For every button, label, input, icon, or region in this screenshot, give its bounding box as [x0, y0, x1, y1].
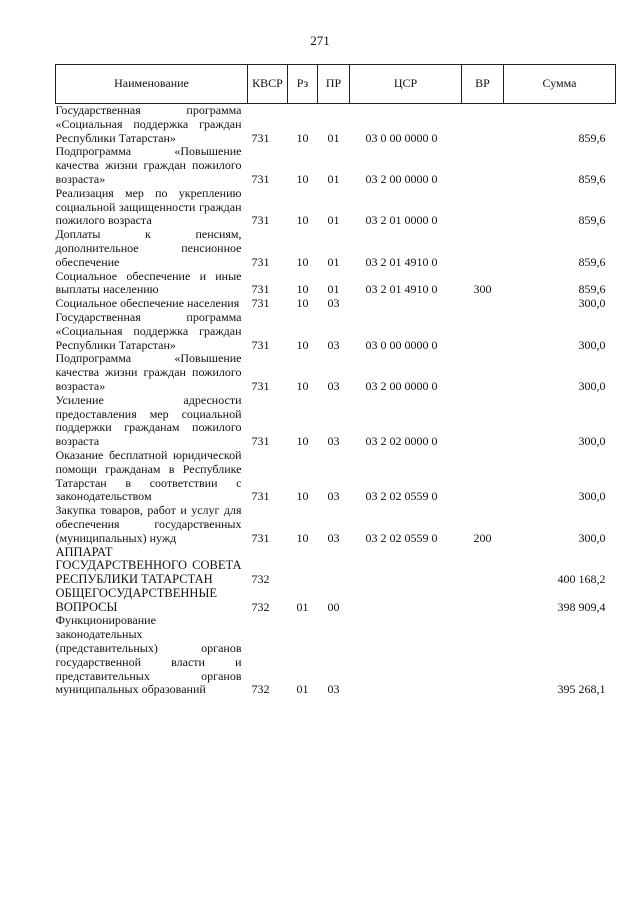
cell-name: Государственная программа «Социальная поддержка граждан Республики Татарстан»	[55, 309, 242, 352]
cell-rz: 01	[296, 599, 309, 614]
cell-csr: 03 2 01 4910 0	[365, 254, 438, 269]
header-rz: Рз	[288, 65, 318, 104]
cell-kvsr: 731	[251, 296, 270, 311]
cell-kvsr: 731	[251, 489, 270, 504]
cell-name: АППАРАТ ГОСУДАРСТВЕННОГО СОВЕТА РЕСПУБЛИКИ ТАТАРСТАН	[55, 544, 242, 587]
cell-pr: 03	[327, 489, 340, 504]
cell-sum: 400 168,2	[557, 572, 606, 587]
cell-csr: 03 2 02 0000 0	[365, 434, 438, 449]
cell-sum: 859,6	[578, 282, 606, 297]
table-row	[56, 546, 616, 587]
cell-sum: 300,0	[578, 434, 606, 449]
header-kvsr: КВСР	[248, 65, 288, 104]
cell-name: Доплаты к пенсиям, дополнительное пенсионное обеспечение	[55, 227, 242, 269]
table-row	[56, 104, 616, 146]
table-row	[56, 311, 616, 352]
cell-rz: 10	[296, 530, 309, 545]
table-row	[56, 352, 616, 393]
cell-name: Функционирование законодательных (представительных) органов государственной власти и представительных органов муниципальных образований	[55, 613, 242, 697]
cell-kvsr: 732	[251, 682, 270, 697]
cell-pr: 03	[327, 378, 340, 393]
cell-rz: 01	[296, 682, 309, 697]
cell-csr	[350, 546, 462, 587]
cell-csr: 03 2 02 0559 0	[365, 530, 438, 545]
cell-pr: 03	[327, 296, 340, 311]
cell-rz: 10	[296, 254, 309, 269]
cell-rz	[288, 546, 318, 587]
cell-kvsr: 731	[251, 337, 270, 352]
cell-vr	[462, 104, 504, 146]
cell-csr: 03 0 00 0000 0	[365, 337, 438, 352]
cell-sum: 859,6	[578, 130, 606, 145]
cell-vr	[462, 297, 504, 311]
cell-vr: 300	[473, 282, 492, 297]
table-row	[56, 449, 616, 504]
cell-csr: 03 2 01 0000 0	[365, 213, 438, 228]
header-name: Наименование	[56, 65, 248, 104]
cell-kvsr: 731	[251, 378, 270, 393]
cell-name: Закупка товаров, работ и услуг для обеспечения государственных (муниципальных) нужд	[55, 503, 242, 545]
cell-csr	[350, 297, 462, 311]
cell-rz: 10	[296, 296, 309, 311]
table-row	[56, 187, 616, 228]
header-csr: ЦСР	[350, 65, 462, 104]
header-sum: Сумма	[504, 65, 616, 104]
cell-name: Социальное обеспечение населения	[55, 296, 240, 311]
cell-sum: 300,0	[578, 489, 606, 504]
cell-kvsr: 731	[251, 213, 270, 228]
header-vr: ВР	[462, 65, 504, 104]
cell-pr: 03	[327, 530, 340, 545]
cell-name: Государственная программа «Социальная поддержка граждан Республики Татарстан»	[55, 103, 242, 145]
cell-vr	[462, 187, 504, 228]
cell-name: Усиление адресности предоставления мер социальной поддержки гражданам пожилого возраста	[55, 392, 242, 449]
cell-sum: 300,0	[578, 296, 606, 311]
cell-sum: 395 268,1	[557, 682, 606, 697]
cell-pr: 03	[327, 682, 340, 697]
cell-sum: 300,0	[578, 337, 606, 352]
cell-sum: 859,6	[578, 254, 606, 269]
cell-kvsr: 732	[251, 599, 270, 614]
table-row	[56, 504, 616, 545]
cell-vr	[462, 587, 504, 615]
cell-rz: 10	[296, 282, 309, 297]
cell-vr	[462, 394, 504, 449]
cell-vr	[462, 352, 504, 393]
cell-name: Оказание бесплатной юридической помощи гражданам в Республике Татарстан в соответствии с законодательством	[55, 447, 242, 504]
cell-kvsr: 732	[251, 572, 270, 587]
cell-pr: 01	[327, 130, 340, 145]
table-row	[56, 614, 616, 697]
cell-name: Подпрограмма «Повышение качества жизни граждан пожилого возраста»	[55, 351, 242, 393]
table-row	[56, 297, 616, 311]
cell-vr: 200	[473, 530, 492, 545]
header-pr: ПР	[318, 65, 350, 104]
cell-vr	[462, 228, 504, 269]
cell-csr: 03 2 02 0559 0	[365, 489, 438, 504]
cell-kvsr: 731	[251, 282, 270, 297]
cell-rz: 10	[296, 378, 309, 393]
cell-vr	[462, 145, 504, 186]
cell-rz: 10	[296, 434, 309, 449]
cell-rz: 10	[296, 171, 309, 186]
cell-vr	[462, 311, 504, 352]
cell-kvsr: 731	[251, 530, 270, 545]
cell-rz: 10	[296, 337, 309, 352]
budget-table	[55, 64, 616, 697]
cell-csr: 03 0 00 0000 0	[365, 130, 438, 145]
cell-pr	[318, 546, 350, 587]
cell-pr: 01	[327, 171, 340, 186]
header-row	[56, 65, 616, 104]
cell-sum: 859,6	[578, 171, 606, 186]
cell-csr: 03 2 00 0000 0	[365, 171, 438, 186]
cell-rz: 10	[296, 213, 309, 228]
cell-pr: 01	[327, 282, 340, 297]
cell-kvsr: 731	[251, 171, 270, 186]
page-number: 271	[310, 33, 330, 48]
cell-pr: 01	[327, 254, 340, 269]
table-row	[56, 228, 616, 269]
cell-pr: 03	[327, 434, 340, 449]
table-row	[56, 145, 616, 186]
cell-csr: 03 2 00 0000 0	[365, 378, 438, 393]
cell-sum: 300,0	[578, 530, 606, 545]
cell-kvsr: 731	[251, 254, 270, 269]
cell-pr: 03	[327, 337, 340, 352]
cell-sum: 398 909,4	[557, 599, 606, 614]
cell-sum: 859,6	[578, 213, 606, 228]
cell-vr	[462, 449, 504, 504]
cell-name: Социальное обеспечение и иные выплаты населению	[55, 268, 242, 297]
table-body	[56, 104, 616, 698]
cell-kvsr: 731	[251, 130, 270, 145]
cell-name: Реализация мер по укреплению социальной защищенности граждан пожилого возраста	[55, 185, 242, 228]
cell-rz: 10	[296, 130, 309, 145]
cell-vr	[462, 614, 504, 697]
cell-rz: 10	[296, 489, 309, 504]
cell-csr	[350, 614, 462, 697]
table-header	[56, 65, 616, 104]
cell-sum: 300,0	[578, 378, 606, 393]
cell-pr: 00	[327, 599, 340, 614]
table-row	[56, 587, 616, 615]
table-row	[56, 394, 616, 449]
cell-csr	[350, 587, 462, 615]
cell-kvsr: 731	[251, 434, 270, 449]
cell-pr: 01	[327, 213, 340, 228]
cell-vr	[462, 546, 504, 587]
cell-name: ОБЩЕГОСУДАРСТВЕННЫЕ ВОПРОСЫ	[55, 585, 217, 614]
cell-csr: 03 2 01 4910 0	[365, 282, 438, 297]
cell-name: Подпрограмма «Повышение качества жизни граждан пожилого возраста»	[55, 144, 242, 186]
table-row	[56, 270, 616, 298]
